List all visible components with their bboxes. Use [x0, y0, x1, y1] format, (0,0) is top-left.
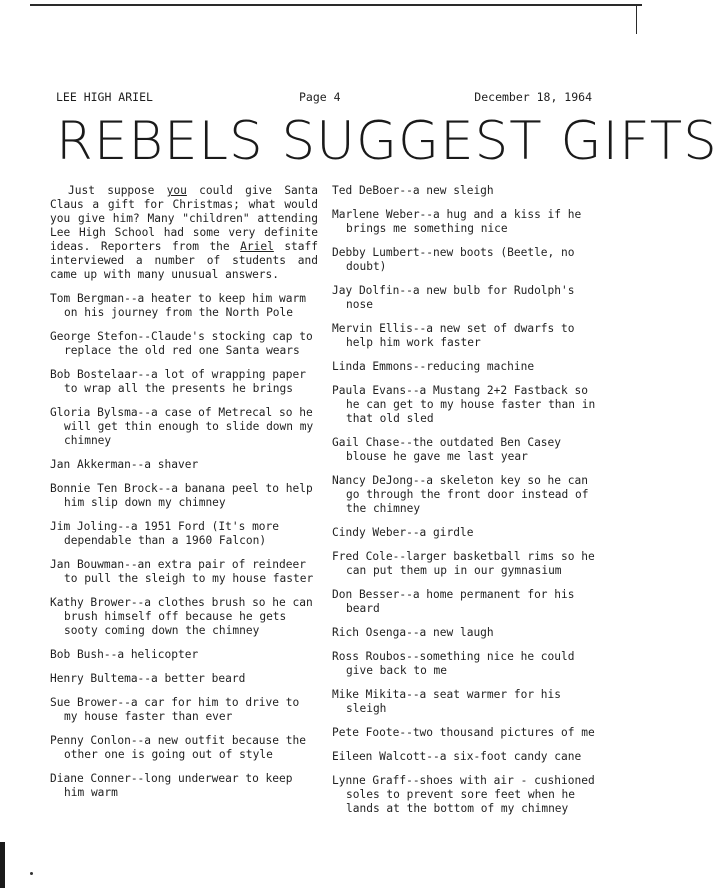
gift-entry: Mervin Ellis--a new set of dwarfs to help him work faster [332, 322, 575, 349]
gift-entry: Sue Brower--a car for him to drive to my house faster than ever [50, 696, 300, 723]
gift-entry: Fred Cole--larger basketball rims so he can put them up in our gymnasium [332, 550, 595, 577]
gift-entry: Jan Bouwman--an extra pair of reindeer to pull the sleigh to my house faster [50, 558, 314, 585]
scan-speck [30, 872, 33, 875]
intro-text-3: staff interviewed a number of students and came up with many unusual answers. [50, 240, 318, 281]
gift-entry: Jim Joling--a 1951 Ford (It's more dependable than a 1960 Falcon) [50, 520, 280, 547]
gift-entry: Bob Bostelaar--a lot of wrapping paper to wrap all the presents he brings [50, 368, 306, 395]
gift-entry: Gail Chase--the outdated Ben Casey blouse he gave me last year [332, 436, 562, 463]
gift-entry: Henry Bultema--a better beard [50, 672, 246, 685]
intro-text-1: Just suppose [68, 184, 167, 197]
headline: REBELS SUGGEST GIFTS [56, 111, 718, 172]
gift-entry: George Stefon--Claude's stocking cap to replace the old red one Santa wears [50, 330, 313, 357]
gift-entry: Debby Lumbert--new boots (Beetle, no doubt) [332, 246, 575, 273]
gift-entry: Bonnie Ten Brock--a banana peel to help him slip down my chimney [50, 482, 313, 509]
gift-entry: Nancy DeJong--a skeleton key so he can go through the front door instead of the chimney [332, 474, 589, 515]
intro-emphasis-you: you [166, 184, 187, 197]
gift-entry: Diane Conner--long underwear to keep him warm [50, 772, 293, 799]
top-rule [30, 4, 642, 6]
publication-name: LEE HIGH ARIEL [56, 90, 153, 104]
gift-entry: Don Besser--a home permanent for his beard [332, 588, 575, 615]
gift-entry: Jan Akkerman--a shaver [50, 458, 199, 471]
gift-entry: Pete Foote--two thousand pictures of me [332, 726, 595, 739]
left-column [50, 184, 318, 810]
gift-entry: Rich Osenga--a new laugh [332, 626, 494, 639]
gift-entry: Penny Conlon--a new outfit because the other one is going out of style [50, 734, 306, 761]
gift-entry: Cindy Weber--a girdle [332, 526, 474, 539]
scan-edge-mark [0, 842, 5, 888]
gift-entry: Ted DeBoer--a new sleigh [332, 184, 494, 197]
gift-entry: Paula Evans--a Mustang 2+2 Fastback so he can get to my house faster than in that old sled [332, 384, 596, 425]
intro-paragraph [50, 184, 318, 282]
intro-text-2: could give Santa Claus a gift for Christmas; what would you give him? Many "children" attending Lee High School had some very definite ideas. Reporters from the [50, 184, 318, 253]
gift-entry: Eileen Walcott--a six-foot candy cane [332, 750, 582, 763]
page-number: Page 4 [299, 90, 341, 104]
gift-entry: Gloria Bylsma--a case of Metrecal so he will get thin enough to slide down my chimney [50, 406, 314, 447]
gift-entry: Tom Bergman--a heater to keep him warm on his journey from the North Pole [50, 292, 306, 319]
gift-entry: Lynne Graff--shoes with air - cushioned soles to prevent sore feet when he lands at the bottom of my chimney [332, 774, 595, 815]
gift-entry: Marlene Weber--a hug and a kiss if he brings me something nice [332, 208, 582, 235]
gift-entry: Jay Dolfin--a new bulb for Rudolph's nose [332, 284, 575, 311]
intro-emphasis-ariel: Ariel [240, 240, 274, 253]
gift-entry: Bob Bush--a helicopter [50, 648, 199, 661]
right-column [332, 184, 606, 826]
gift-entry: Ross Roubos--something nice he could give back to me [332, 650, 575, 677]
gift-entry: Mike Mikita--a seat warmer for his sleigh [332, 688, 562, 715]
gift-entry: Linda Emmons--reducing machine [332, 360, 535, 373]
gift-entry: Kathy Brower--a clothes brush so he can brush himself off because he gets sooty coming down the chimney [50, 596, 313, 637]
right-edge-rule [636, 4, 637, 34]
issue-date: December 18, 1964 [474, 90, 592, 104]
